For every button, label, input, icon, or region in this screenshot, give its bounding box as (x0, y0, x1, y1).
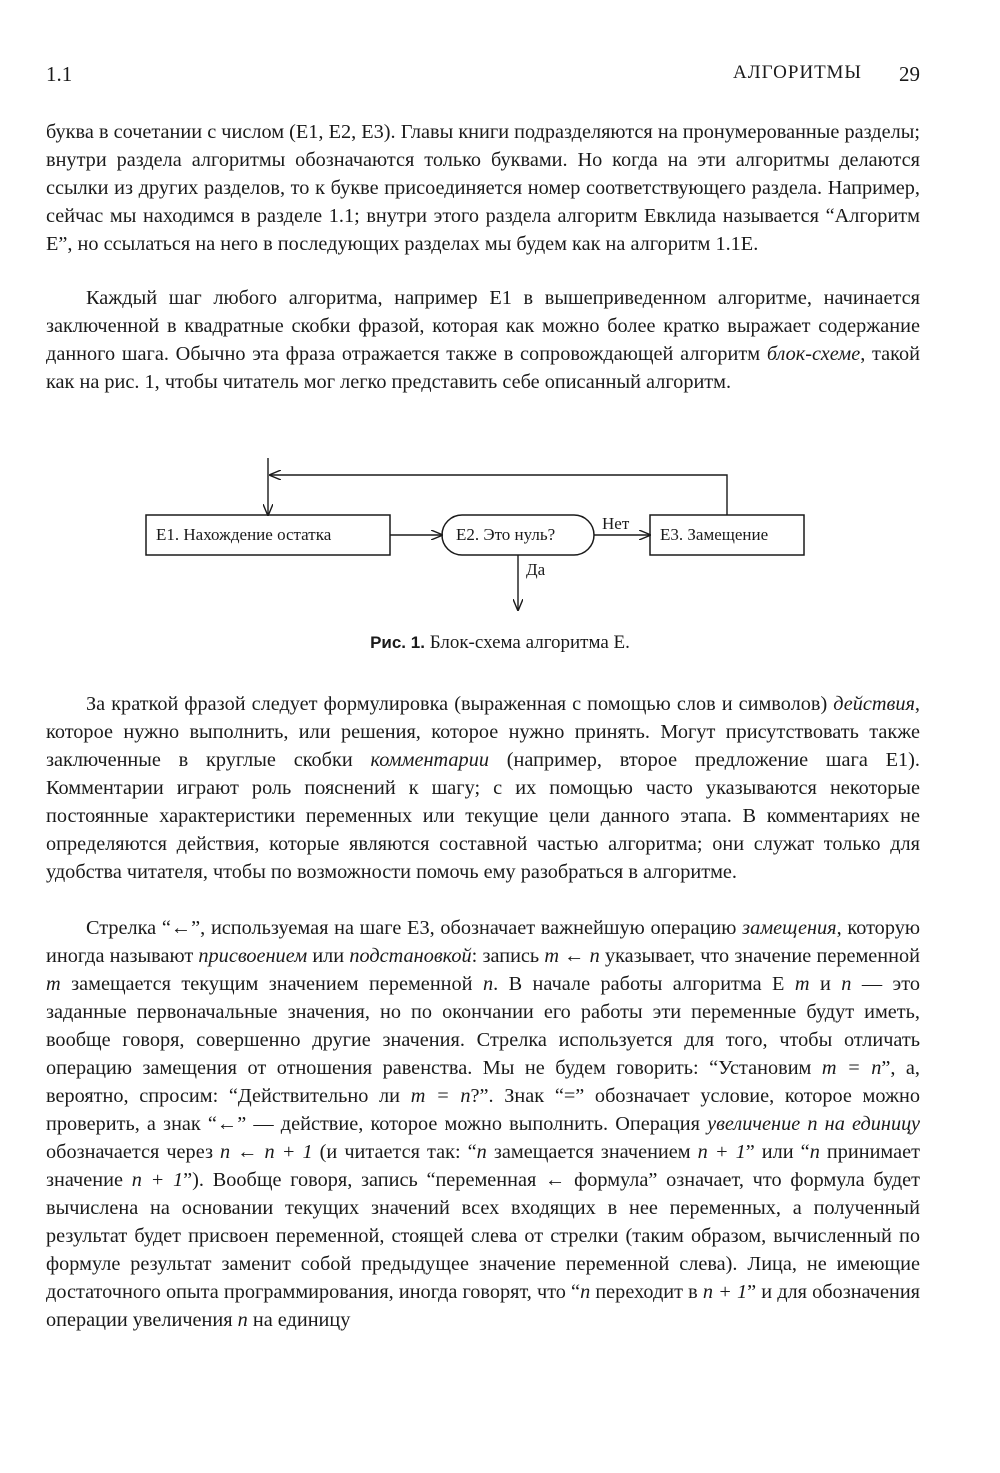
text-run: : запись (471, 945, 545, 967)
math-var: m (46, 973, 61, 995)
math-expr: m ← n (544, 945, 600, 967)
page-header (46, 62, 920, 96)
text-run: ?”. Знак “=” обозначает условие, которое можно проверить, а знак “←” — действие, которое можно выполнить. Операция (46, 1085, 921, 1135)
text-run: Стрелка “←”, используемая на шаге E3, обозначает важнейшую операцию (86, 917, 743, 939)
text-run: (например, второе предложение шага E1). Комментарии играют роль пояснений к шагу; с их помощью часто указываются некоторые постоянные характеристики переменных или текущие цели данного этапа. В комментариях не определяются действия, которые являются составной частью алгоритма; они служат только для удобства читателя, чтобы по возможности помочь ему разобраться в алгоритме. (46, 749, 920, 883)
text-run: (и читается так: “ (312, 1141, 477, 1163)
paragraph-3 (46, 690, 920, 886)
math-expr: m = n (821, 1057, 882, 1079)
text-run: на единицу (247, 1309, 351, 1331)
math-var: n (237, 1309, 248, 1331)
math-expr: n + 1 (697, 1141, 746, 1163)
italic-term: подстановкой (349, 945, 472, 967)
text-run: переходит в (590, 1281, 703, 1303)
math-var: m (794, 973, 810, 995)
math-expr: n + 1 (702, 1281, 748, 1303)
italic-term: присвоением (198, 945, 308, 967)
italic-term: блок-схеме (766, 343, 861, 365)
text-run: , которое нужно выполнить, или решения, которое нужно принять. Могут присутствовать также заключенные в круглые скобки (46, 693, 920, 771)
paragraph-2 (46, 284, 920, 396)
italic-term: замещения (742, 917, 837, 939)
text-run: и (809, 973, 842, 995)
text-run: обозначается через (46, 1141, 221, 1163)
text-run: ”, а, вероятно, спросим: “Действительно ли (46, 1057, 920, 1107)
italic-term: действия (833, 693, 915, 715)
text-run: За краткой фразой следует формулировка (выраженная с помощью слов и символов) (86, 693, 834, 715)
text-run: , такой как на рис. 1, чтобы читатель мог легко представить себе описанный алгоритм. (46, 343, 920, 393)
caption-text: Блок-схема алгоритма E. (429, 632, 630, 653)
paragraph-4 (46, 914, 920, 1334)
edge-no-label: Нет (602, 514, 630, 533)
node-e2-label: E2. Это нуль? (456, 525, 556, 544)
section-number: 1.1 (46, 62, 73, 86)
paragraph-1: буква в сочетании с числом (E1, E2, E3). Главы книги подразделяются на пронумерованные разделы; внутри раздела алгоритмы обозначаются только буквами. Но когда на эти алгоритмы делаются ссылки из других разделов, то к букве присоединяется номер соответствующего раздела. Например, сейчас мы находимся в разделе 1.1; внутри этого раздела алгоритм Евклида называется “Алгоритм E”, но ссылаться на него в последующих разделах мы будем как на алгоритм 1.1E. (46, 121, 920, 255)
text-run: . В начале работы алгоритма E (493, 973, 795, 995)
text-run: — это заданные первоначальные значения, но по окончании его работы эти переменные будут иметь, вообще говоря, совершенно другие значения. Стрелка используется для того, чтобы отличать операцию замещения от отношения равенства. Мы не будем говорить: “Установим (46, 973, 920, 1079)
math-var: n (841, 973, 852, 995)
text-run: замещается значением (486, 1141, 698, 1163)
math-var: n (580, 1281, 591, 1303)
text-run: Каждый шаг любого алгоритма, например E1 в вышеприведенном алгоритме, начинается заключенной в квадратные скобки фразой, которая как можно более кратко выражает содержание данного шага. Обычно эта фраза отражается также в сопровождающей алгоритм (46, 287, 920, 365)
text-run: замещается текущим значением переменной (60, 973, 483, 995)
page-number: 29 (899, 62, 920, 86)
caption-prefix: Рис. 1. (370, 633, 425, 652)
text-run: ” или “ (745, 1141, 810, 1163)
text-run: ” и для обозначения операции увеличения (46, 1281, 920, 1331)
text-run: принимает значение (46, 1141, 920, 1191)
math-var: n (809, 1141, 820, 1163)
node-e1-label: E1. Нахождение остатка (156, 525, 332, 544)
node-e3-label: E3. Замещение (660, 525, 769, 544)
text-run: ”). Вообще говоря, запись “переменная ← формула” означает, что формула будет вычислена на основании текущих значений всех входящих в нее переменных, а полученный результат будет присвоен переменной, стоящей слева от стрелки (таким образом, вычисленный по формуле результат заменит собой предыдущее значение переменной слева). Лица, не имеющие достаточного опыта программирования, иногда говорят, что “ (46, 1169, 920, 1303)
text-run: указывает, что значение переменной (599, 945, 921, 967)
edge-yes-label: Да (526, 560, 546, 579)
math-expr: n ← n + 1 (220, 1141, 313, 1163)
math-var: n (482, 973, 494, 995)
text-run: , которую иногда называют (46, 917, 920, 967)
math-var: n (476, 1141, 487, 1163)
math-expr: n + 1 (131, 1169, 184, 1191)
italic-term: комментарии (370, 749, 489, 771)
text-run: или (307, 945, 350, 967)
figure-caption (0, 632, 1000, 654)
running-title: АЛГОРИТМЫ (733, 62, 862, 83)
math-expr: m = n (410, 1085, 471, 1107)
edge-e3-loop (270, 475, 727, 515)
italic-term: увеличение n на единицу (707, 1113, 920, 1135)
